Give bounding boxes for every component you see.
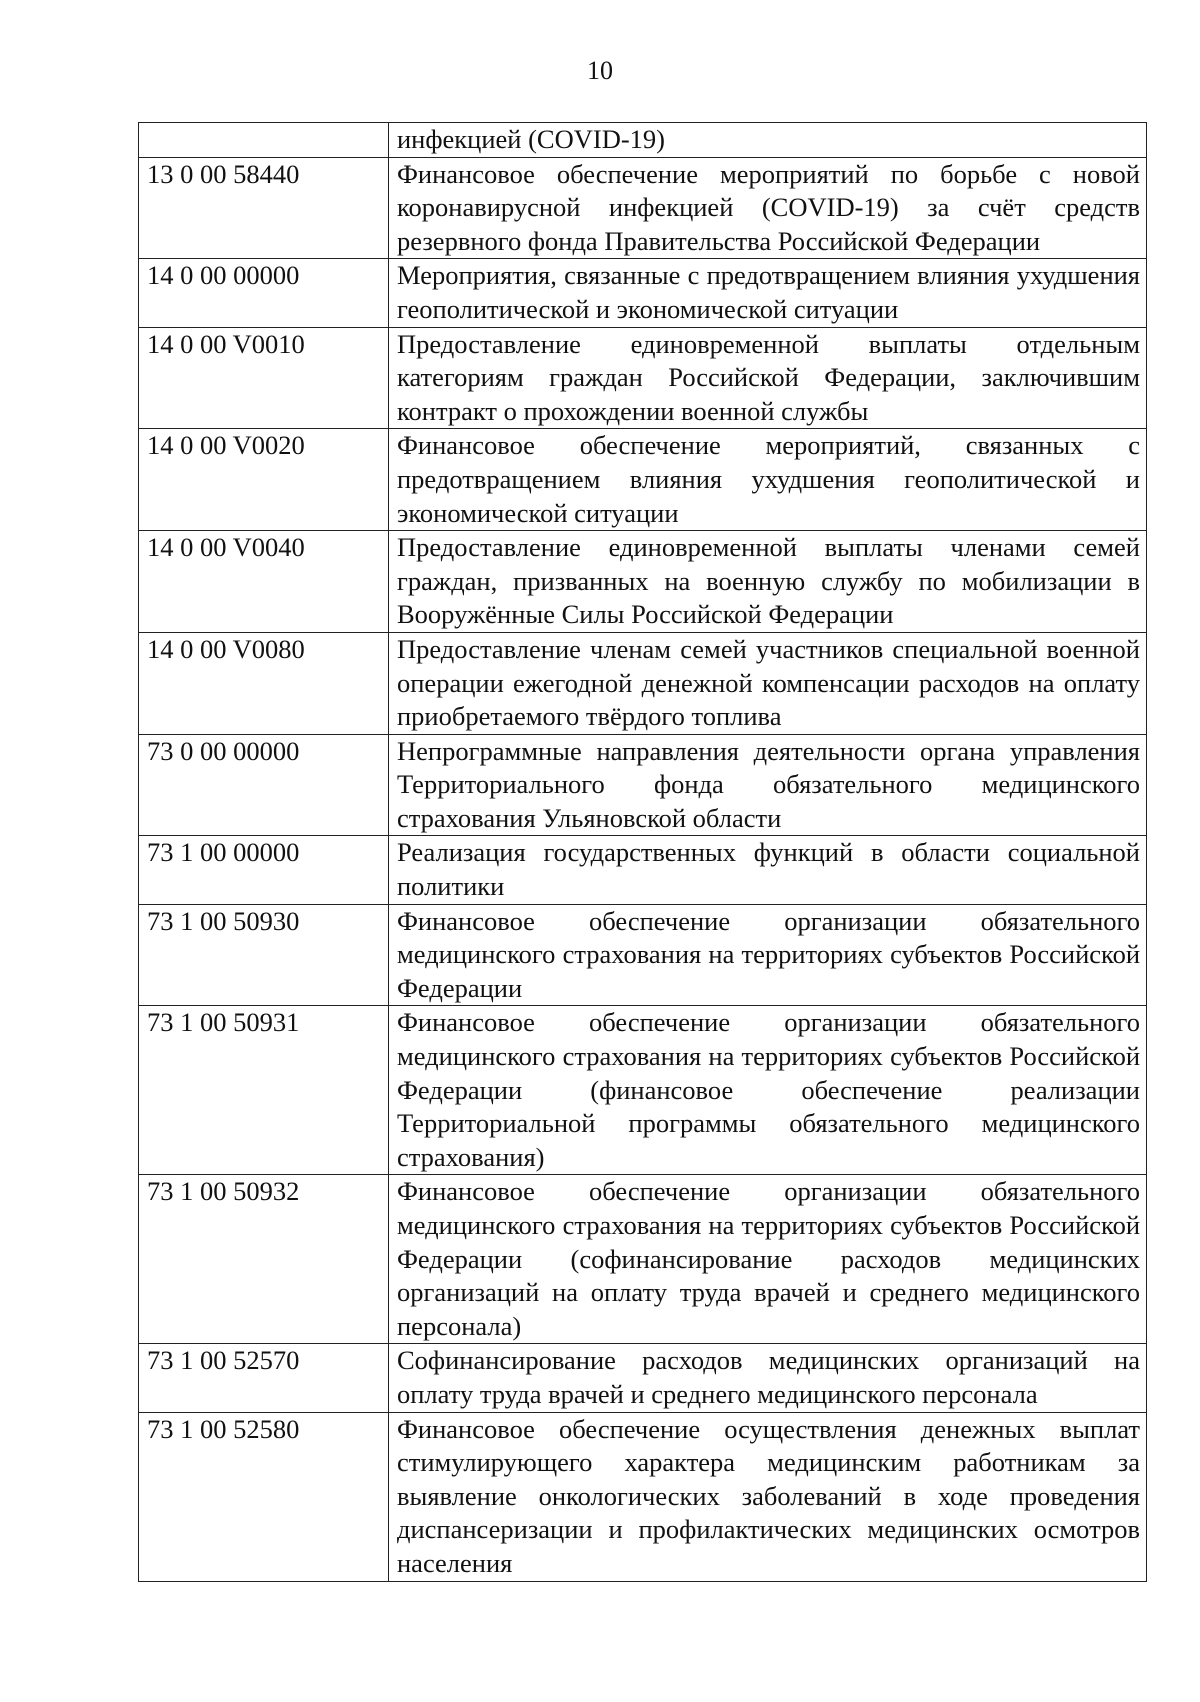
- description-cell: Финансовое обеспечение организации обязательного медицинского страхования на территориях субъектов Российской Федерации (софинансирование расходов медицинских организаций на оплату труда врачей и среднего медицинского персонала): [389, 1175, 1147, 1344]
- code-cell: 14 0 00 V0020: [139, 429, 389, 531]
- description-cell: Предоставление членам семей участников специальной военной операции ежегодной денежной компенсации расходов на оплату приобретаемого твёрдого топлива: [389, 632, 1147, 734]
- description-cell: Финансовое обеспечение мероприятий, связанных с предотвращением влияния ухудшения геополитической и экономической ситуации: [389, 429, 1147, 531]
- table-row: [139, 1412, 1147, 1581]
- table-row: [139, 836, 1147, 904]
- description-cell: Непрограммные направления деятельности органа управления Территориального фонда обязательного медицинского страхования Ульяновской области: [389, 734, 1147, 836]
- description-cell: Реализация государственных функций в области социальной политики: [389, 836, 1147, 904]
- table-row: [139, 1344, 1147, 1412]
- code-cell: 73 1 00 00000: [139, 836, 389, 904]
- code-cell: 73 1 00 50932: [139, 1175, 389, 1344]
- table-row: [139, 1175, 1147, 1344]
- description-cell: Финансовое обеспечение организации обязательного медицинского страхования на территориях субъектов Российской Федерации (финансовое обеспечение реализации Территориальной программы обязательного медицинского страхования): [389, 1006, 1147, 1175]
- budget-codes-table: [138, 122, 1147, 1582]
- code-cell: [139, 123, 389, 158]
- description-cell: Финансовое обеспечение организации обязательного медицинского страхования на территориях субъектов Российской Федерации: [389, 904, 1147, 1006]
- table-body: [139, 123, 1147, 1582]
- description-cell: Предоставление единовременной выплаты членами семей граждан, призванных на военную службу по мобилизации в Вооружённые Силы Российской Федерации: [389, 531, 1147, 633]
- code-cell: 14 0 00 V0080: [139, 632, 389, 734]
- code-cell: 14 0 00 V0040: [139, 531, 389, 633]
- code-cell: 73 0 00 00000: [139, 734, 389, 836]
- table-row: [139, 259, 1147, 327]
- description-cell: инфекцией (COVID-19): [389, 123, 1147, 158]
- table-row: [139, 904, 1147, 1006]
- table-row: [139, 632, 1147, 734]
- code-cell: 14 0 00 V0010: [139, 327, 389, 429]
- code-cell: 73 1 00 50931: [139, 1006, 389, 1175]
- table-row: [139, 157, 1147, 259]
- table-row: [139, 123, 1147, 158]
- table-row: [139, 734, 1147, 836]
- page-number: 10: [587, 56, 613, 85]
- table-row: [139, 1006, 1147, 1175]
- table-row: [139, 429, 1147, 531]
- code-cell: 73 1 00 50930: [139, 904, 389, 1006]
- description-cell: Финансовое обеспечение мероприятий по борьбе с новой коронавирусной инфекцией (COVID-19) за счёт средств резервного фонда Правительства Российской Федерации: [389, 157, 1147, 259]
- code-cell: 73 1 00 52570: [139, 1344, 389, 1412]
- description-cell: Финансовое обеспечение осуществления денежных выплат стимулирующего характера медицинским работникам за выявление онкологических заболеваний в ходе проведения диспансеризации и профилактических медицинских осмотров населения: [389, 1412, 1147, 1581]
- code-cell: 73 1 00 52580: [139, 1412, 389, 1581]
- table-row: [139, 327, 1147, 429]
- description-cell: Предоставление единовременной выплаты отдельным категориям граждан Российской Федерации, заключившим контракт о прохождении военной службы: [389, 327, 1147, 429]
- table-row: [139, 531, 1147, 633]
- code-cell: 14 0 00 00000: [139, 259, 389, 327]
- code-cell: 13 0 00 58440: [139, 157, 389, 259]
- description-cell: Мероприятия, связанные с предотвращением влияния ухудшения геополитической и экономической ситуации: [389, 259, 1147, 327]
- description-cell: Софинансирование расходов медицинских организаций на оплату труда врачей и среднего медицинского персонала: [389, 1344, 1147, 1412]
